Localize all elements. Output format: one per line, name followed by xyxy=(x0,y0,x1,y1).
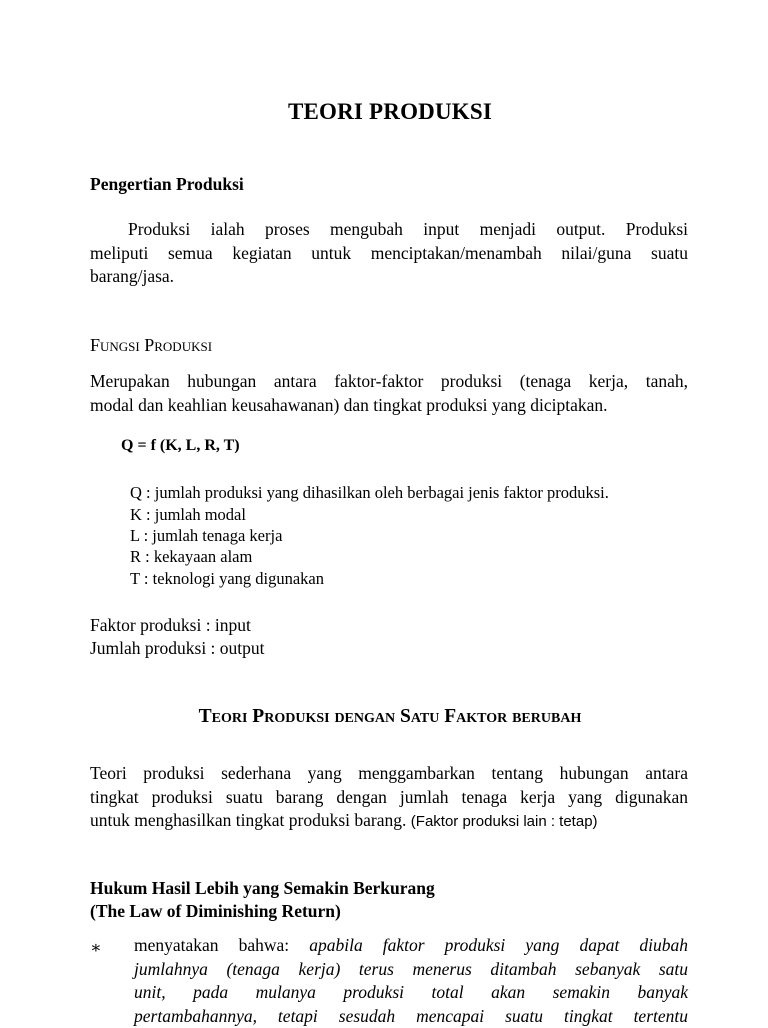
definition-l: L : jumlah tenaga kerja xyxy=(130,526,282,546)
section-heading-hukum: Hukum Hasil Lebih yang Semakin Berkurang xyxy=(90,878,435,899)
bullet-item-diminishing xyxy=(134,934,688,1028)
section-subheading-law: (The Law of Diminishing Return) xyxy=(90,901,341,922)
paragraph-line: meliputi semua kegiatan untuk menciptakan/menambah nilai/guna suatu xyxy=(90,242,688,266)
bullet-line: jumlahnya (tenaga kerja) terus menerus ditambah sebanyak satu xyxy=(134,958,688,982)
paragraph-line: Merupakan hubungan antara faktor-faktor produksi (tenaga kerja, tanah, xyxy=(90,370,688,394)
bullet-line: pertambahannya, tetapi sesudah mencapai suatu tingkat tertentu xyxy=(134,1005,688,1028)
bullet-line: unit, pada mulanya produksi total akan semakin banyak xyxy=(134,981,688,1005)
paragraph-pengertian xyxy=(90,218,688,289)
section-heading-satu-faktor: Teori Produksi dengan Satu Faktor berubah xyxy=(0,706,768,728)
production-function-formula: Q = f (K, L, R, T) xyxy=(121,437,240,455)
bullet-text: apabila faktor produksi yang dapat diubah xyxy=(309,935,688,955)
section-heading-fungsi: Fungsi Produksi xyxy=(90,335,212,356)
paragraph-fungsi xyxy=(90,370,688,417)
paren-note: (Faktor produksi lain : tetap) xyxy=(411,813,598,830)
section-heading-pengertian: Pengertian Produksi xyxy=(90,174,244,195)
bullet-lead: menyatakan bahwa: xyxy=(134,935,289,955)
definition-q: Q : jumlah produksi yang dihasilkan oleh berbagai jenis faktor produksi. xyxy=(130,483,609,503)
output-line: Jumlah produksi : output xyxy=(90,638,265,659)
paragraph-line-text: untuk menghasilkan tingkat produksi barang. xyxy=(90,810,406,830)
paragraph-line: modal dan keahlian keusahawanan) dan tingkat produksi yang diciptakan. xyxy=(90,394,688,418)
paragraph-line: barang/jasa. xyxy=(90,265,688,289)
page-title: TEORI PRODUKSI xyxy=(0,99,768,125)
definition-t: T : teknologi yang digunakan xyxy=(130,569,324,589)
definition-k: K : jumlah modal xyxy=(130,505,246,525)
input-line: Faktor produksi : input xyxy=(90,615,251,636)
paragraph-line: tingkat produksi suatu barang dengan jumlah tenaga kerja yang digunakan xyxy=(90,786,688,810)
paragraph-line: Teori produksi sederhana yang menggambarkan tentang hubungan antara xyxy=(90,762,688,786)
paragraph-line: Produksi ialah proses mengubah input menjadi output. Produksi xyxy=(90,218,688,242)
paragraph-satu-faktor xyxy=(90,762,688,833)
paragraph-line xyxy=(90,809,688,833)
bullet-line xyxy=(134,934,688,958)
bullet-asterisk-icon: ∗ xyxy=(90,938,102,958)
definition-r: R : kekayaan alam xyxy=(130,547,252,567)
